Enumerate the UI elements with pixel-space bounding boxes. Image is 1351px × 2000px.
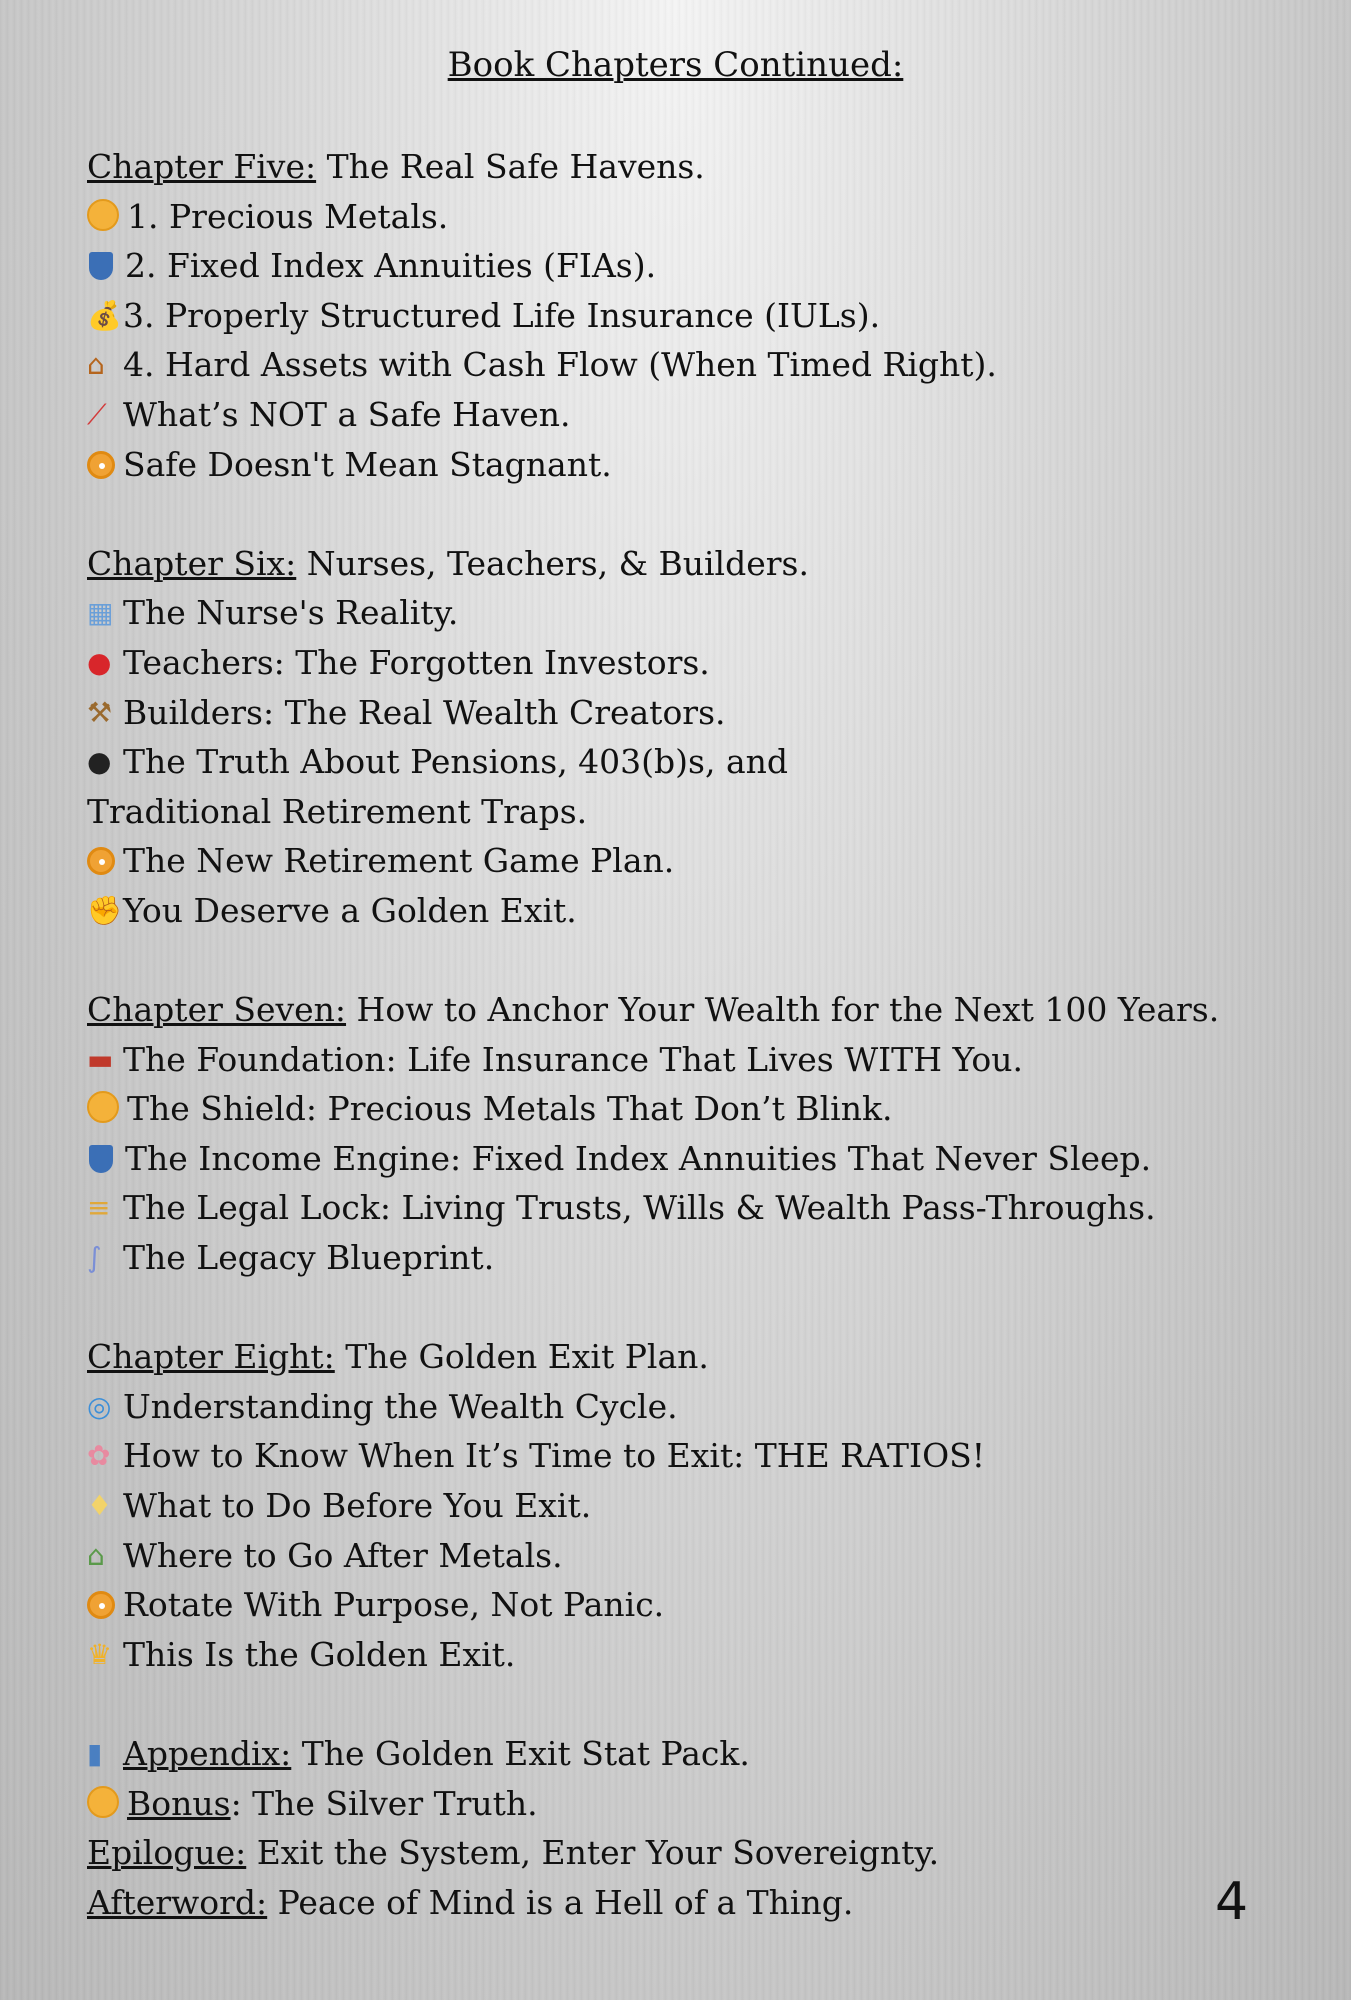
chapter-seven-heading: Chapter Seven: How to Anchor Your Wealth for the Next 100 Years.: [87, 990, 1220, 1030]
compass-icon: [87, 847, 115, 875]
afterword-line: Afterword: Peace of Mind is a Hell of a Thing.: [87, 1882, 854, 1922]
crown-icon: ♛: [87, 1637, 113, 1671]
brain-icon: ✿: [87, 1439, 111, 1473]
list-item: ✊You Deserve a Golden Exit.: [87, 886, 1287, 936]
list-item: ⚒ Builders: The Real Wealth Creators.: [87, 688, 1287, 738]
list-item-continuation: Traditional Retirement Traps.: [87, 791, 588, 831]
coin-icon: [87, 1091, 119, 1123]
list-item: ✿ How to Know When It’s Time to Exit: THE RATIOS!: [87, 1431, 1287, 1481]
spacer: [87, 1283, 1287, 1333]
coin-icon: [87, 1786, 119, 1818]
compass-icon: [87, 451, 115, 479]
appendix-line: ▮ Appendix: The Golden Exit Stat Pack.: [87, 1729, 1287, 1779]
hammer-icon: ⚒: [87, 695, 113, 729]
chapter-six-heading: Chapter Six: Nurses, Teachers, & Builders.: [87, 543, 809, 583]
spacer: [87, 936, 1287, 986]
list-item: ● The Truth About Pensions, 403(b)s, and: [87, 737, 1287, 787]
list-item: ● Teachers: The Forgotten Investors.: [87, 638, 1287, 688]
compass-icon: [87, 1591, 115, 1619]
list-item: Safe Doesn't Mean Stagnant.: [87, 440, 1287, 490]
chapter-five-heading: Chapter Five: The Real Safe Havens.: [87, 147, 705, 186]
shield-icon: [89, 252, 113, 280]
spacer: [87, 489, 1287, 539]
list-item: ♦ What to Do Before You Exit.: [87, 1481, 1287, 1531]
list-item: 1. Precious Metals.: [87, 192, 1287, 242]
list-item: 2. Fixed Index Annuities (FIAs).: [87, 241, 1287, 291]
lightbulb-icon: ♦: [87, 1489, 113, 1523]
epilogue-line: Epilogue: Exit the System, Enter Your Sovereignty.: [87, 1833, 940, 1873]
list-item: The New Retirement Game Plan.: [87, 836, 1287, 886]
bar-chart-icon: ▮: [87, 1737, 103, 1770]
list-item: ∫ The Legacy Blueprint.: [87, 1233, 1287, 1283]
shield-icon: [89, 1145, 113, 1173]
chapter-list: [87, 142, 1287, 1927]
fist-icon: ✊: [87, 893, 122, 927]
list-item: ◎ Understanding the Wealth Cycle.: [87, 1382, 1287, 1432]
money-bag-icon: 💰: [87, 298, 122, 332]
bonus-line: Bonus: The Silver Truth.: [87, 1779, 1287, 1829]
apple-icon: ●: [87, 645, 112, 679]
dynamite-icon: ⟋: [87, 397, 107, 431]
title: Book Chapters Continued:: [447, 45, 904, 85]
list-item: ♛ This Is the Golden Exit.: [87, 1630, 1287, 1680]
hospital-icon: ▦: [87, 596, 114, 630]
list-item: The Income Engine: Fixed Index Annuities That Never Sleep.: [87, 1134, 1287, 1184]
list-item: ▦ The Nurse's Reality.: [87, 588, 1287, 638]
brick-icon: ▬: [87, 1042, 114, 1076]
list-item: 💰3. Properly Structured Life Insurance (IULs).: [87, 291, 1287, 341]
list-item: Rotate With Purpose, Not Panic.: [87, 1580, 1287, 1630]
house-icon: ⌂: [87, 348, 105, 382]
spacer: [87, 1679, 1287, 1729]
page-number: 4: [1215, 1872, 1249, 1932]
list-item: ⌂ 4. Hard Assets with Cash Flow (When Timed Right).: [87, 340, 1287, 390]
house-icon: ⌂: [87, 1538, 105, 1572]
ledger-icon: ≡: [87, 1191, 111, 1225]
list-item: ≡ The Legal Lock: Living Trusts, Wills & Wealth Pass-Throughs.: [87, 1183, 1287, 1233]
list-item: The Shield: Precious Metals That Don’t Blink.: [87, 1084, 1287, 1134]
list-item: ⟋ What’s NOT a Safe Haven.: [87, 390, 1287, 440]
list-item: ⌂ Where to Go After Metals.: [87, 1531, 1287, 1581]
coin-icon: [87, 199, 119, 231]
bomb-icon: ●: [87, 745, 112, 779]
list-item: ▬ The Foundation: Life Insurance That Lives WITH You.: [87, 1035, 1287, 1085]
chapter-eight-heading: Chapter Eight: The Golden Exit Plan.: [87, 1337, 709, 1377]
cyclone-icon: ◎: [87, 1389, 112, 1423]
dna-icon: ∫: [87, 1241, 102, 1275]
